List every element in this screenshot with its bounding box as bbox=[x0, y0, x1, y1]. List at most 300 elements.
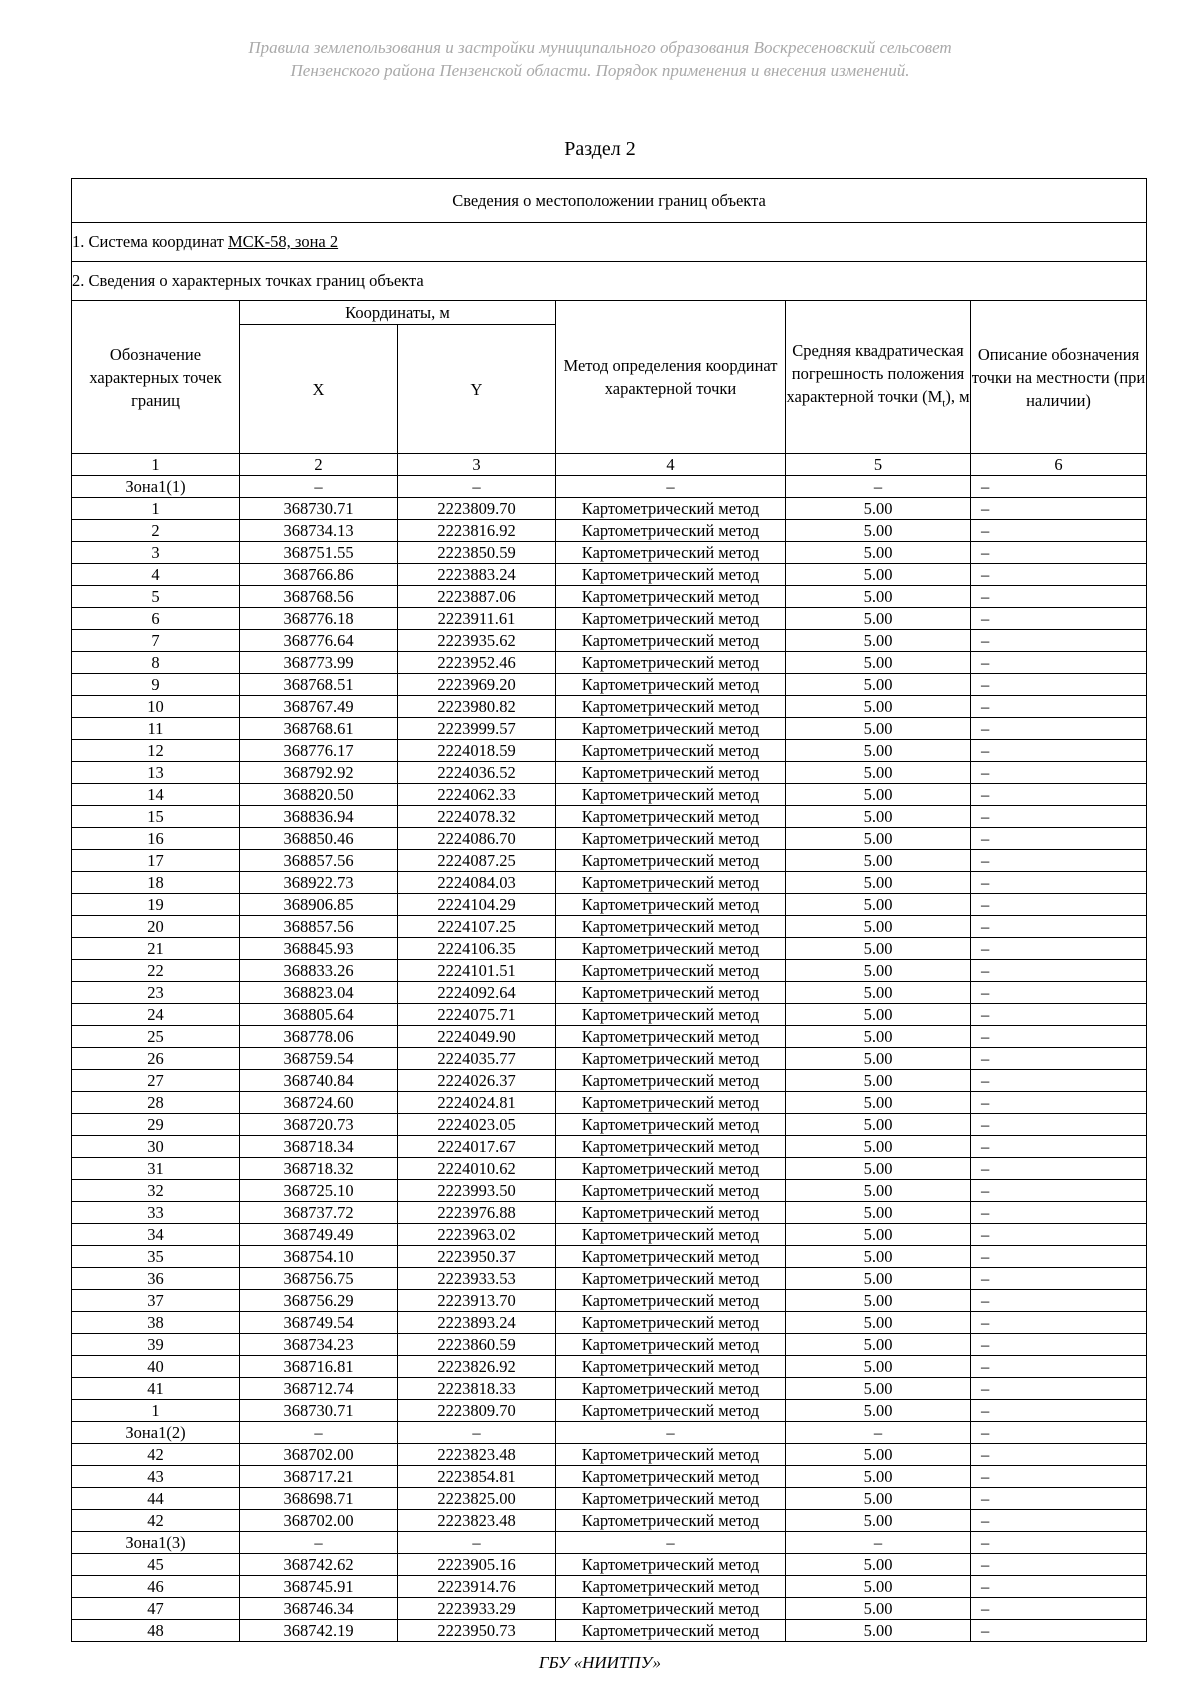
description-cell: – bbox=[971, 1070, 1147, 1092]
method-cell: Картометрический метод bbox=[556, 982, 786, 1004]
y-coordinate-cell: 2223933.53 bbox=[398, 1268, 556, 1290]
table-row bbox=[72, 806, 1147, 828]
x-coordinate-cell: 368776.64 bbox=[240, 630, 398, 652]
error-cell: 5.00 bbox=[786, 1576, 971, 1598]
point-id-cell: 11 bbox=[72, 718, 240, 740]
method-cell: Картометрический метод bbox=[556, 1510, 786, 1532]
method-cell: Картометрический метод bbox=[556, 1576, 786, 1598]
y-coordinate-cell: 2223913.70 bbox=[398, 1290, 556, 1312]
table-row bbox=[72, 718, 1147, 740]
point-id-cell: 45 bbox=[72, 1554, 240, 1576]
description-cell: – bbox=[971, 718, 1147, 740]
y-coordinate-cell: 2223993.50 bbox=[398, 1180, 556, 1202]
table-row bbox=[72, 498, 1147, 520]
y-coordinate-cell: 2223854.81 bbox=[398, 1466, 556, 1488]
x-coordinate-cell: 368749.49 bbox=[240, 1224, 398, 1246]
description-cell: – bbox=[971, 476, 1147, 498]
x-coordinate-cell: 368730.71 bbox=[240, 498, 398, 520]
y-coordinate-cell: 2223905.16 bbox=[398, 1554, 556, 1576]
x-coordinate-cell: 368725.10 bbox=[240, 1180, 398, 1202]
error-cell: – bbox=[786, 1532, 971, 1554]
table-row bbox=[72, 1114, 1147, 1136]
y-coordinate-cell: 2224049.90 bbox=[398, 1026, 556, 1048]
point-id-cell: 33 bbox=[72, 1202, 240, 1224]
method-cell: Картометрический метод bbox=[556, 1070, 786, 1092]
y-coordinate-cell: 2224035.77 bbox=[398, 1048, 556, 1070]
x-coordinate-cell: 368845.93 bbox=[240, 938, 398, 960]
error-cell: 5.00 bbox=[786, 982, 971, 1004]
header-error-sub: t bbox=[942, 397, 946, 410]
method-cell: Картометрический метод bbox=[556, 740, 786, 762]
table-row bbox=[72, 1532, 1147, 1554]
description-cell: – bbox=[971, 1510, 1147, 1532]
description-cell: – bbox=[971, 1180, 1147, 1202]
point-id-cell: Зона1(2) bbox=[72, 1422, 240, 1444]
method-cell: Картометрический метод bbox=[556, 498, 786, 520]
point-id-cell: 2 bbox=[72, 520, 240, 542]
error-cell: 5.00 bbox=[786, 1202, 971, 1224]
method-cell: Картометрический метод bbox=[556, 784, 786, 806]
point-id-cell: 20 bbox=[72, 916, 240, 938]
table-row bbox=[72, 1246, 1147, 1268]
y-coordinate-cell: 2223887.06 bbox=[398, 586, 556, 608]
error-cell: 5.00 bbox=[786, 608, 971, 630]
error-cell: 5.00 bbox=[786, 1092, 971, 1114]
point-id-cell: 22 bbox=[72, 960, 240, 982]
point-id-cell: 30 bbox=[72, 1136, 240, 1158]
description-cell: – bbox=[971, 1466, 1147, 1488]
y-coordinate-cell: 2224087.25 bbox=[398, 850, 556, 872]
method-cell: Картометрический метод bbox=[556, 1048, 786, 1070]
error-cell: 5.00 bbox=[786, 1224, 971, 1246]
y-coordinate-cell: 2223980.82 bbox=[398, 696, 556, 718]
y-coordinate-cell: 2223935.62 bbox=[398, 630, 556, 652]
method-cell: Картометрический метод bbox=[556, 1092, 786, 1114]
y-coordinate-cell: 2223914.76 bbox=[398, 1576, 556, 1598]
x-coordinate-cell: 368734.13 bbox=[240, 520, 398, 542]
table-row bbox=[72, 1202, 1147, 1224]
table-row bbox=[72, 1488, 1147, 1510]
y-coordinate-cell: 2223816.92 bbox=[398, 520, 556, 542]
header-error-unit: ), м bbox=[945, 386, 970, 406]
description-cell: – bbox=[971, 762, 1147, 784]
y-coordinate-cell: – bbox=[398, 1532, 556, 1554]
y-coordinate-cell: 2223860.59 bbox=[398, 1334, 556, 1356]
method-cell: – bbox=[556, 1532, 786, 1554]
description-cell: – bbox=[971, 1620, 1147, 1642]
description-cell: – bbox=[971, 498, 1147, 520]
error-cell: 5.00 bbox=[786, 784, 971, 806]
method-cell: Картометрический метод bbox=[556, 850, 786, 872]
point-id-cell: 24 bbox=[72, 1004, 240, 1026]
x-coordinate-cell: 368730.71 bbox=[240, 1400, 398, 1422]
error-cell: 5.00 bbox=[786, 1246, 971, 1268]
point-id-cell: 13 bbox=[72, 762, 240, 784]
point-id-cell: 23 bbox=[72, 982, 240, 1004]
y-coordinate-cell: 2224036.52 bbox=[398, 762, 556, 784]
y-coordinate-cell: 2223818.33 bbox=[398, 1378, 556, 1400]
method-cell: – bbox=[556, 1422, 786, 1444]
description-cell: – bbox=[971, 520, 1147, 542]
point-id-cell: 35 bbox=[72, 1246, 240, 1268]
error-cell: 5.00 bbox=[786, 1114, 971, 1136]
table-row bbox=[72, 1048, 1147, 1070]
x-coordinate-cell: 368922.73 bbox=[240, 872, 398, 894]
description-cell: – bbox=[971, 1246, 1147, 1268]
error-cell: 5.00 bbox=[786, 542, 971, 564]
table-row bbox=[72, 1026, 1147, 1048]
x-coordinate-cell: 368768.56 bbox=[240, 586, 398, 608]
table-row bbox=[72, 872, 1147, 894]
x-coordinate-cell: 368702.00 bbox=[240, 1510, 398, 1532]
table-row bbox=[72, 520, 1147, 542]
table-row bbox=[72, 696, 1147, 718]
x-coordinate-cell: 368857.56 bbox=[240, 916, 398, 938]
y-coordinate-cell: 2223950.37 bbox=[398, 1246, 556, 1268]
error-cell: 5.00 bbox=[786, 1620, 971, 1642]
error-cell: 5.00 bbox=[786, 1004, 971, 1026]
header-line-1: Правила землепользования и застройки муниципального образования Воскресеновский сельсовет bbox=[248, 38, 952, 57]
description-cell: – bbox=[971, 1092, 1147, 1114]
point-id-cell: 32 bbox=[72, 1180, 240, 1202]
x-coordinate-cell: 368734.23 bbox=[240, 1334, 398, 1356]
y-coordinate-cell: 2223893.24 bbox=[398, 1312, 556, 1334]
point-id-cell: 42 bbox=[72, 1510, 240, 1532]
column-number: 3 bbox=[398, 454, 556, 476]
description-cell: – bbox=[971, 608, 1147, 630]
table-row bbox=[72, 938, 1147, 960]
x-coordinate-cell: 368716.81 bbox=[240, 1356, 398, 1378]
point-id-cell: 28 bbox=[72, 1092, 240, 1114]
method-cell: Картометрический метод bbox=[556, 806, 786, 828]
description-cell: – bbox=[971, 1532, 1147, 1554]
column-number: 1 bbox=[72, 454, 240, 476]
error-cell: 5.00 bbox=[786, 762, 971, 784]
method-cell: Картометрический метод bbox=[556, 1224, 786, 1246]
x-coordinate-cell: 368805.64 bbox=[240, 1004, 398, 1026]
point-id-cell: 1 bbox=[72, 1400, 240, 1422]
header-method: Метод определения координат характерной точки bbox=[556, 301, 786, 454]
point-id-cell: 34 bbox=[72, 1224, 240, 1246]
coordinate-system-row bbox=[72, 223, 1147, 262]
x-coordinate-cell: 368712.74 bbox=[240, 1378, 398, 1400]
method-cell: Картометрический метод bbox=[556, 828, 786, 850]
point-id-cell: 39 bbox=[72, 1334, 240, 1356]
method-cell: Картометрический метод bbox=[556, 1444, 786, 1466]
point-id-cell: 4 bbox=[72, 564, 240, 586]
table-title: Сведения о местоположении границ объекта bbox=[72, 179, 1147, 223]
description-cell: – bbox=[971, 1422, 1147, 1444]
error-cell: 5.00 bbox=[786, 1554, 971, 1576]
description-cell: – bbox=[971, 586, 1147, 608]
point-id-cell: 38 bbox=[72, 1312, 240, 1334]
x-coordinate-cell: 368740.84 bbox=[240, 1070, 398, 1092]
description-cell: – bbox=[971, 1598, 1147, 1620]
method-cell: Картометрический метод bbox=[556, 520, 786, 542]
error-cell: – bbox=[786, 476, 971, 498]
method-cell: – bbox=[556, 476, 786, 498]
table-row bbox=[72, 1158, 1147, 1180]
method-cell: Картометрический метод bbox=[556, 542, 786, 564]
method-cell: Картометрический метод bbox=[556, 1136, 786, 1158]
point-id-cell: 47 bbox=[72, 1598, 240, 1620]
description-cell: – bbox=[971, 1378, 1147, 1400]
method-cell: Картометрический метод bbox=[556, 1620, 786, 1642]
y-coordinate-cell: – bbox=[398, 476, 556, 498]
description-cell: – bbox=[971, 1158, 1147, 1180]
point-id-cell: 21 bbox=[72, 938, 240, 960]
error-cell: 5.00 bbox=[786, 498, 971, 520]
point-id-cell: 29 bbox=[72, 1114, 240, 1136]
point-id-cell: 7 bbox=[72, 630, 240, 652]
error-cell: 5.00 bbox=[786, 916, 971, 938]
point-id-cell: 10 bbox=[72, 696, 240, 718]
point-id-cell: 18 bbox=[72, 872, 240, 894]
method-cell: Картометрический метод bbox=[556, 564, 786, 586]
error-cell: 5.00 bbox=[786, 828, 971, 850]
error-cell: 5.00 bbox=[786, 1466, 971, 1488]
method-cell: Картометрический метод bbox=[556, 1026, 786, 1048]
point-id-cell: 19 bbox=[72, 894, 240, 916]
table-row bbox=[72, 1510, 1147, 1532]
method-cell: Картометрический метод bbox=[556, 1400, 786, 1422]
x-coordinate-cell: 368754.10 bbox=[240, 1246, 398, 1268]
y-coordinate-cell: 2223933.29 bbox=[398, 1598, 556, 1620]
error-cell: 5.00 bbox=[786, 1158, 971, 1180]
x-coordinate-cell: 368720.73 bbox=[240, 1114, 398, 1136]
description-cell: – bbox=[971, 894, 1147, 916]
method-cell: Картометрический метод bbox=[556, 1004, 786, 1026]
description-cell: – bbox=[971, 542, 1147, 564]
y-coordinate-cell: 2223976.88 bbox=[398, 1202, 556, 1224]
point-id-cell: 6 bbox=[72, 608, 240, 630]
y-coordinate-cell: 2223850.59 bbox=[398, 542, 556, 564]
method-cell: Картометрический метод bbox=[556, 696, 786, 718]
x-coordinate-cell: – bbox=[240, 1532, 398, 1554]
table-row bbox=[72, 762, 1147, 784]
table-row bbox=[72, 784, 1147, 806]
x-coordinate-cell: 368737.72 bbox=[240, 1202, 398, 1224]
method-cell: Картометрический метод bbox=[556, 938, 786, 960]
point-id-cell: 44 bbox=[72, 1488, 240, 1510]
table-row bbox=[72, 828, 1147, 850]
point-id-cell: 12 bbox=[72, 740, 240, 762]
error-cell: 5.00 bbox=[786, 1334, 971, 1356]
method-cell: Картометрический метод bbox=[556, 1246, 786, 1268]
error-cell: 5.00 bbox=[786, 806, 971, 828]
table-row bbox=[72, 894, 1147, 916]
y-coordinate-cell: 2223826.92 bbox=[398, 1356, 556, 1378]
section-title: Раздел 2 bbox=[564, 138, 636, 160]
x-coordinate-cell: 368773.99 bbox=[240, 652, 398, 674]
y-coordinate-cell: 2223809.70 bbox=[398, 498, 556, 520]
y-coordinate-cell: 2224010.62 bbox=[398, 1158, 556, 1180]
y-coordinate-cell: – bbox=[398, 1422, 556, 1444]
description-cell: – bbox=[971, 674, 1147, 696]
point-id-cell: 31 bbox=[72, 1158, 240, 1180]
x-coordinate-cell: 368776.17 bbox=[240, 740, 398, 762]
table-row bbox=[72, 1334, 1147, 1356]
table-row bbox=[72, 1356, 1147, 1378]
y-coordinate-cell: 2224075.71 bbox=[398, 1004, 556, 1026]
method-cell: Картометрический метод bbox=[556, 1290, 786, 1312]
description-cell: – bbox=[971, 652, 1147, 674]
description-cell: – bbox=[971, 1488, 1147, 1510]
method-cell: Картометрический метод bbox=[556, 894, 786, 916]
description-cell: – bbox=[971, 960, 1147, 982]
error-cell: 5.00 bbox=[786, 1444, 971, 1466]
error-cell: 5.00 bbox=[786, 1290, 971, 1312]
y-coordinate-cell: 2224104.29 bbox=[398, 894, 556, 916]
description-cell: – bbox=[971, 1114, 1147, 1136]
point-id-cell: Зона1(1) bbox=[72, 476, 240, 498]
method-cell: Картометрический метод bbox=[556, 1268, 786, 1290]
point-id-cell: 43 bbox=[72, 1466, 240, 1488]
x-coordinate-cell: 368698.71 bbox=[240, 1488, 398, 1510]
y-coordinate-cell: 2224023.05 bbox=[398, 1114, 556, 1136]
y-coordinate-cell: 2224078.32 bbox=[398, 806, 556, 828]
error-cell: 5.00 bbox=[786, 1026, 971, 1048]
x-coordinate-cell: 368756.75 bbox=[240, 1268, 398, 1290]
header-coordinates: Координаты, м bbox=[240, 301, 556, 325]
y-coordinate-cell: 2223883.24 bbox=[398, 564, 556, 586]
description-cell: – bbox=[971, 1224, 1147, 1246]
point-id-cell: 17 bbox=[72, 850, 240, 872]
table-row bbox=[72, 982, 1147, 1004]
x-coordinate-cell: 368759.54 bbox=[240, 1048, 398, 1070]
error-cell: 5.00 bbox=[786, 850, 971, 872]
description-cell: – bbox=[971, 1400, 1147, 1422]
header-error-text: Средняя квадратическая погрешность положения характерной точки (M bbox=[786, 340, 965, 406]
y-coordinate-cell: 2224106.35 bbox=[398, 938, 556, 960]
method-cell: Картометрический метод bbox=[556, 1334, 786, 1356]
x-coordinate-cell: 368717.21 bbox=[240, 1466, 398, 1488]
table-row bbox=[72, 1136, 1147, 1158]
error-cell: 5.00 bbox=[786, 740, 971, 762]
description-cell: – bbox=[971, 564, 1147, 586]
point-id-cell: 16 bbox=[72, 828, 240, 850]
point-id-cell: 5 bbox=[72, 586, 240, 608]
x-coordinate-cell: 368724.60 bbox=[240, 1092, 398, 1114]
point-id-cell: 36 bbox=[72, 1268, 240, 1290]
x-coordinate-cell: 368857.56 bbox=[240, 850, 398, 872]
table-row bbox=[72, 1400, 1147, 1422]
y-coordinate-cell: 2223911.61 bbox=[398, 608, 556, 630]
table-row bbox=[72, 1004, 1147, 1026]
error-cell: 5.00 bbox=[786, 894, 971, 916]
x-coordinate-cell: 368702.00 bbox=[240, 1444, 398, 1466]
description-cell: – bbox=[971, 806, 1147, 828]
x-coordinate-cell: 368792.92 bbox=[240, 762, 398, 784]
point-id-cell: 25 bbox=[72, 1026, 240, 1048]
point-id-cell: 14 bbox=[72, 784, 240, 806]
method-cell: Картометрический метод bbox=[556, 960, 786, 982]
table-row bbox=[72, 1444, 1147, 1466]
table-row bbox=[72, 542, 1147, 564]
table-row bbox=[72, 1070, 1147, 1092]
point-id-cell: 9 bbox=[72, 674, 240, 696]
error-cell: 5.00 bbox=[786, 938, 971, 960]
x-coordinate-cell: 368756.29 bbox=[240, 1290, 398, 1312]
error-cell: 5.00 bbox=[786, 1268, 971, 1290]
y-coordinate-cell: 2224018.59 bbox=[398, 740, 556, 762]
description-cell: – bbox=[971, 1554, 1147, 1576]
description-cell: – bbox=[971, 850, 1147, 872]
table-row bbox=[72, 740, 1147, 762]
x-coordinate-cell: 368768.51 bbox=[240, 674, 398, 696]
point-id-cell: 40 bbox=[72, 1356, 240, 1378]
header-error bbox=[786, 301, 971, 454]
description-cell: – bbox=[971, 740, 1147, 762]
method-cell: Картометрический метод bbox=[556, 762, 786, 784]
point-id-cell: 48 bbox=[72, 1620, 240, 1642]
table-row bbox=[72, 1312, 1147, 1334]
y-coordinate-cell: 2224084.03 bbox=[398, 872, 556, 894]
description-cell: – bbox=[971, 1444, 1147, 1466]
error-cell: 5.00 bbox=[786, 1400, 971, 1422]
table-row bbox=[72, 674, 1147, 696]
table-row bbox=[72, 586, 1147, 608]
y-coordinate-cell: 2224101.51 bbox=[398, 960, 556, 982]
x-coordinate-cell: – bbox=[240, 1422, 398, 1444]
x-coordinate-cell: 368768.61 bbox=[240, 718, 398, 740]
x-coordinate-cell: 368718.32 bbox=[240, 1158, 398, 1180]
method-cell: Картометрический метод bbox=[556, 1158, 786, 1180]
x-coordinate-cell: 368749.54 bbox=[240, 1312, 398, 1334]
error-cell: 5.00 bbox=[786, 1180, 971, 1202]
point-id-cell: 41 bbox=[72, 1378, 240, 1400]
description-cell: – bbox=[971, 1136, 1147, 1158]
y-coordinate-cell: 2223999.57 bbox=[398, 718, 556, 740]
description-cell: – bbox=[971, 1312, 1147, 1334]
x-coordinate-cell: 368833.26 bbox=[240, 960, 398, 982]
description-cell: – bbox=[971, 1356, 1147, 1378]
table-row bbox=[72, 652, 1147, 674]
table-row bbox=[72, 1224, 1147, 1246]
point-id-cell: 3 bbox=[72, 542, 240, 564]
point-id-cell: 15 bbox=[72, 806, 240, 828]
description-cell: – bbox=[971, 1026, 1147, 1048]
y-coordinate-cell: 2223823.48 bbox=[398, 1444, 556, 1466]
x-coordinate-cell: 368718.34 bbox=[240, 1136, 398, 1158]
document-header bbox=[0, 36, 1200, 82]
description-cell: – bbox=[971, 828, 1147, 850]
y-coordinate-cell: 2224062.33 bbox=[398, 784, 556, 806]
point-id-cell: Зона1(3) bbox=[72, 1532, 240, 1554]
point-id-cell: 46 bbox=[72, 1576, 240, 1598]
point-id-cell: 26 bbox=[72, 1048, 240, 1070]
header-line-2: Пензенского района Пензенской области. Порядок применения и внесения изменений. bbox=[290, 61, 910, 80]
description-cell: – bbox=[971, 696, 1147, 718]
y-coordinate-cell: 2223952.46 bbox=[398, 652, 556, 674]
method-cell: Картометрический метод bbox=[556, 1466, 786, 1488]
coordinate-system-value: МСК-58, зона 2 bbox=[227, 232, 339, 251]
table-row bbox=[72, 916, 1147, 938]
table-row bbox=[72, 564, 1147, 586]
x-coordinate-cell: 368745.91 bbox=[240, 1576, 398, 1598]
table-row bbox=[72, 1092, 1147, 1114]
y-coordinate-cell: 2224026.37 bbox=[398, 1070, 556, 1092]
error-cell: 5.00 bbox=[786, 586, 971, 608]
description-cell: – bbox=[971, 1576, 1147, 1598]
method-cell: Картометрический метод bbox=[556, 674, 786, 696]
header-x: X bbox=[240, 325, 398, 454]
error-cell: 5.00 bbox=[786, 1378, 971, 1400]
method-cell: Картометрический метод bbox=[556, 1356, 786, 1378]
x-coordinate-cell: 368778.06 bbox=[240, 1026, 398, 1048]
error-cell: 5.00 bbox=[786, 1048, 971, 1070]
method-cell: Картометрический метод bbox=[556, 718, 786, 740]
